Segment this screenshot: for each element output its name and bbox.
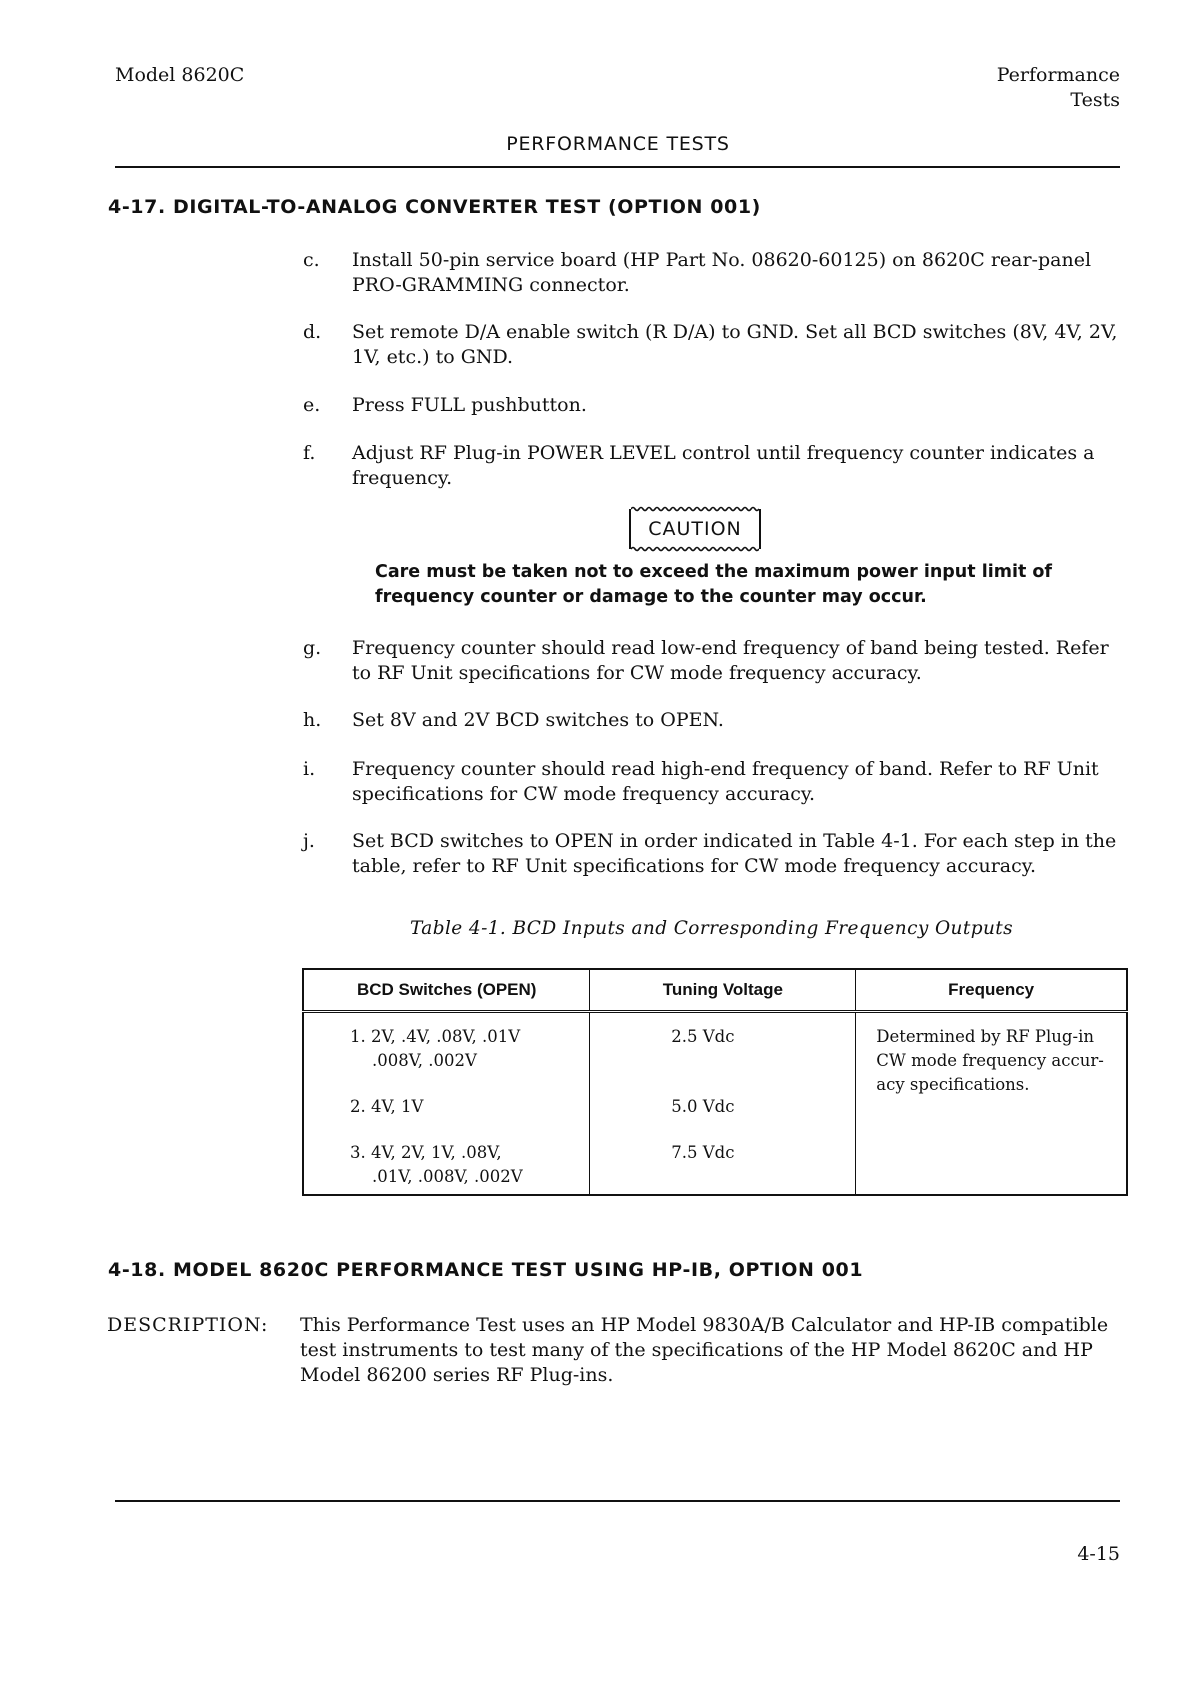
step-letter: g. bbox=[303, 637, 322, 659]
table-caption: Table 4-1. BCD Inputs and Corresponding Frequency Outputs bbox=[410, 918, 1013, 939]
caution-wavy-top bbox=[631, 506, 759, 512]
step-text: Set remote D/A enable switch (R D/A) to GND. Set all BCD switches (8V, 4V, 2V, 1V, etc.) to GND. bbox=[352, 321, 1118, 368]
step-text: Set 8V and 2V BCD switches to OPEN. bbox=[352, 709, 724, 731]
step-letter: c. bbox=[303, 249, 320, 271]
frequency-cell bbox=[856, 1012, 1127, 1196]
bcd-table bbox=[302, 968, 1128, 1196]
page-number: 4-15 bbox=[1077, 1543, 1120, 1565]
header-tuning-voltage: Tuning Voltage bbox=[590, 969, 856, 1012]
section-4-17-title: 4-17. DIGITAL-TO-ANALOG CONVERTER TEST (OPTION 001) bbox=[108, 196, 761, 218]
description-label: DESCRIPTION: bbox=[107, 1314, 269, 1336]
header-section: Performance Tests bbox=[996, 64, 1120, 111]
bcd-line: 1. 2V, .4V, .08V, .01V bbox=[350, 1027, 521, 1046]
caution-badge bbox=[629, 509, 761, 549]
bcd-line: 2. 4V, 1V bbox=[350, 1097, 424, 1116]
frequency-note: Determined by RF Plug-in CW mode frequency accur-acy specifications. bbox=[876, 1027, 1104, 1094]
bcd-line: .008V, .002V bbox=[372, 1051, 477, 1070]
table-header-row bbox=[303, 969, 1127, 1012]
voltage-value: 7.5 Vdc bbox=[671, 1143, 735, 1162]
section-4-18-title: 4-18. MODEL 8620C PERFORMANCE TEST USING HP-IB, OPTION 001 bbox=[108, 1259, 864, 1281]
description-text: This Performance Test uses an HP Model 9830A/B Calculator and HP-IB compatible test instruments to test many of the specifications of the HP Model 8620C and HP Model 86200 series RF Plug-ins. bbox=[300, 1314, 1109, 1386]
header-model: Model 8620C bbox=[115, 64, 245, 86]
step-text: Adjust RF Plug-in POWER LEVEL control until frequency counter indicates a frequency. bbox=[352, 442, 1095, 489]
caution-label: CAUTION bbox=[648, 518, 742, 540]
step-text: Install 50-pin service board (HP Part No. 08620-60125) on 8620C rear-panel PRO-GRAMMING connector. bbox=[352, 249, 1092, 296]
header-bcd-switches: BCD Switches (OPEN) bbox=[303, 969, 590, 1012]
page-title: PERFORMANCE TESTS bbox=[506, 133, 730, 155]
tuning-voltage-cell bbox=[590, 1012, 856, 1196]
step-letter: d. bbox=[303, 321, 322, 343]
step-text: Press FULL pushbutton. bbox=[352, 394, 587, 416]
voltage-value: 5.0 Vdc bbox=[671, 1097, 735, 1116]
step-text: Frequency counter should read high-end frequency of band. Refer to RF Unit specifications for CW mode frequency accuracy. bbox=[352, 758, 1099, 805]
step-letter: h. bbox=[303, 709, 322, 731]
caution-wavy-bottom bbox=[631, 546, 759, 552]
bcd-line: 3. 4V, 2V, 1V, .08V, bbox=[350, 1143, 502, 1162]
caution-text: Care must be taken not to exceed the maximum power input limit of frequency counter or damage to the counter may occur. bbox=[375, 562, 1053, 607]
top-rule bbox=[115, 166, 1120, 168]
step-text: Frequency counter should read low-end frequency of band being tested. Refer to RF Unit specifications for CW mode frequency accuracy. bbox=[352, 637, 1109, 684]
bcd-line: .01V, .008V, .002V bbox=[372, 1167, 523, 1186]
step-text: Set BCD switches to OPEN in order indicated in Table 4-1. For each step in the table, refer to RF Unit specifications for CW mode frequency accuracy. bbox=[352, 830, 1117, 877]
step-letter: j. bbox=[303, 830, 315, 852]
bcd-switches-cell bbox=[303, 1012, 590, 1196]
voltage-value: 2.5 Vdc bbox=[671, 1027, 735, 1046]
step-letter: e. bbox=[303, 394, 321, 416]
step-letter: i. bbox=[303, 758, 316, 780]
header-frequency: Frequency bbox=[856, 969, 1127, 1012]
bottom-rule bbox=[115, 1500, 1120, 1502]
table-row bbox=[303, 1012, 1127, 1196]
step-letter: f. bbox=[303, 442, 316, 464]
